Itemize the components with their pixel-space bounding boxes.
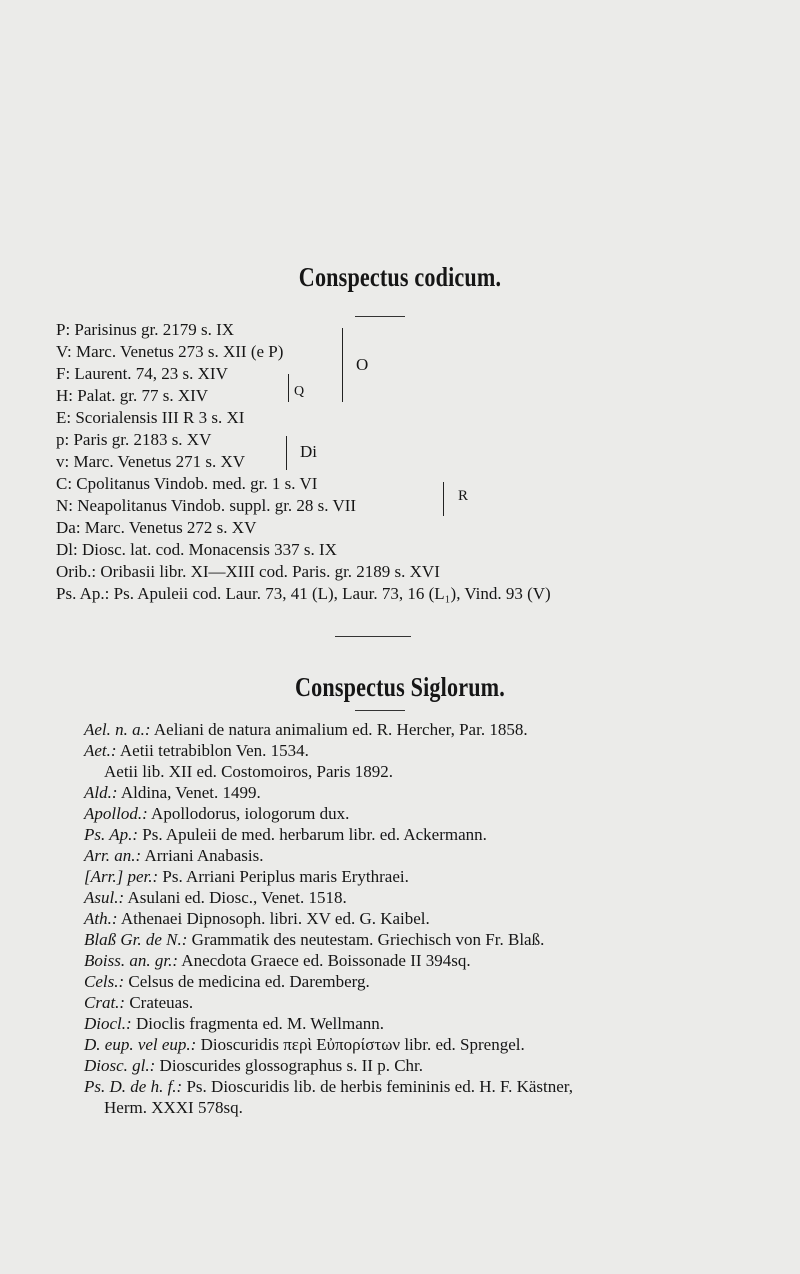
codex-line: N: Neapolitanus Vindob. suppl. gr. 28 s. VII bbox=[56, 496, 357, 515]
section-divider bbox=[335, 636, 411, 637]
codex-line: p: Paris gr. 2183 s. XV bbox=[56, 430, 212, 449]
group-label-o: O bbox=[356, 355, 369, 374]
codex-line: Dl: Diosc. lat. cod. Monacensis 337 s. IX bbox=[56, 540, 337, 559]
siglum-entry: Blaß Gr. de N.: Grammatik des neutestam. Griechisch von Fr. Blaß. bbox=[84, 930, 545, 949]
group-label-di: Di bbox=[300, 442, 317, 461]
siglum-entry: Ael. n. a.: Aeliani de natura animalium ed. R. Hercher, Par. 1858. bbox=[84, 720, 528, 739]
siglum-entry: Diosc. gl.: Dioscurides glossographus s. II p. Chr. bbox=[84, 1056, 424, 1075]
codex-line: Orib.: Oribasii libr. XI—XIII cod. Paris. gr. 2189 s. XVI bbox=[56, 562, 440, 581]
brace-group-o bbox=[342, 328, 343, 402]
siglum-entry: [Arr.] per.: Ps. Arriani Periplus maris Erythraei. bbox=[84, 867, 409, 886]
codex-line: P: Parisinus gr. 2179 s. IX bbox=[56, 320, 235, 339]
siglum-entry: Crat.: Crateuas. bbox=[84, 993, 194, 1012]
siglum-entry: Ps. Ap.: Ps. Apuleii de med. herbarum libr. ed. Ackermann. bbox=[84, 825, 487, 844]
codex-line: Da: Marc. Venetus 272 s. XV bbox=[56, 518, 257, 537]
heading-conspectus-codicum: Conspectus codicum. bbox=[298, 262, 502, 292]
siglum-entry: D. eup. vel eup.: Dioscuridis περὶ Εὐπορίστων libr. ed. Sprengel. bbox=[84, 1035, 525, 1054]
codex-line: H: Palat. gr. 77 s. XIV bbox=[56, 386, 209, 405]
siglum-entry: Ath.: Athenaei Dipnosoph. libri. XV ed. G. Kaibel. bbox=[84, 909, 430, 928]
brace-group-di bbox=[286, 436, 287, 470]
heading-conspectus-siglorum: Conspectus Siglorum. bbox=[295, 672, 505, 702]
siglum-entry: Ald.: Aldina, Venet. 1499. bbox=[84, 783, 261, 802]
codex-line: v: Marc. Venetus 271 s. XV bbox=[56, 452, 246, 471]
brace-group-r bbox=[443, 482, 444, 516]
codex-line: E: Scorialensis III R 3 s. XI bbox=[56, 408, 245, 427]
siglum-entry: Ps. D. de h. f.: Ps. Dioscuridis lib. de herbis femininis ed. H. F. Kästner, bbox=[84, 1077, 574, 1096]
siglum-entry: Arr. an.: Arriani Anabasis. bbox=[84, 846, 264, 865]
siglum-entry: Diocl.: Dioclis fragmenta ed. M. Wellmann. bbox=[84, 1014, 384, 1033]
heading-rule bbox=[355, 710, 405, 711]
codex-line: F: Laurent. 74, 23 s. XIV bbox=[56, 364, 228, 383]
group-label-q: Q bbox=[294, 384, 305, 399]
siglum-entry: Aet.: Aetii tetrabiblon Ven. 1534. bbox=[84, 741, 309, 760]
codex-line: V: Marc. Venetus 273 s. XII (e P) bbox=[56, 342, 284, 361]
group-label-r: R bbox=[458, 488, 469, 504]
siglum-entry: Cels.: Celsus de medicina ed. Daremberg. bbox=[84, 972, 370, 991]
heading-rule bbox=[355, 316, 405, 317]
siglum-entry: Aetii lib. XII ed. Costomoiros, Paris 1892. bbox=[104, 762, 393, 781]
siglum-entry: Asul.: Asulani ed. Diosc., Venet. 1518. bbox=[84, 888, 347, 907]
codex-line: C: Cpolitanus Vindob. med. gr. 1 s. VI bbox=[56, 474, 318, 493]
siglum-entry: Apollod.: Apollodorus, iologorum dux. bbox=[84, 804, 350, 823]
brace-group-q bbox=[288, 374, 289, 402]
siglum-entry: Herm. XXXI 578sq. bbox=[104, 1098, 243, 1117]
codex-line: Ps. Ap.: Ps. Apuleii cod. Laur. 73, 41 (L), Laur. 73, 16 (L₁), Vind. 93 (V) bbox=[56, 584, 551, 603]
siglum-entry: Boiss. an. gr.: Anecdota Graece ed. Boissonade II 394sq. bbox=[84, 951, 471, 970]
